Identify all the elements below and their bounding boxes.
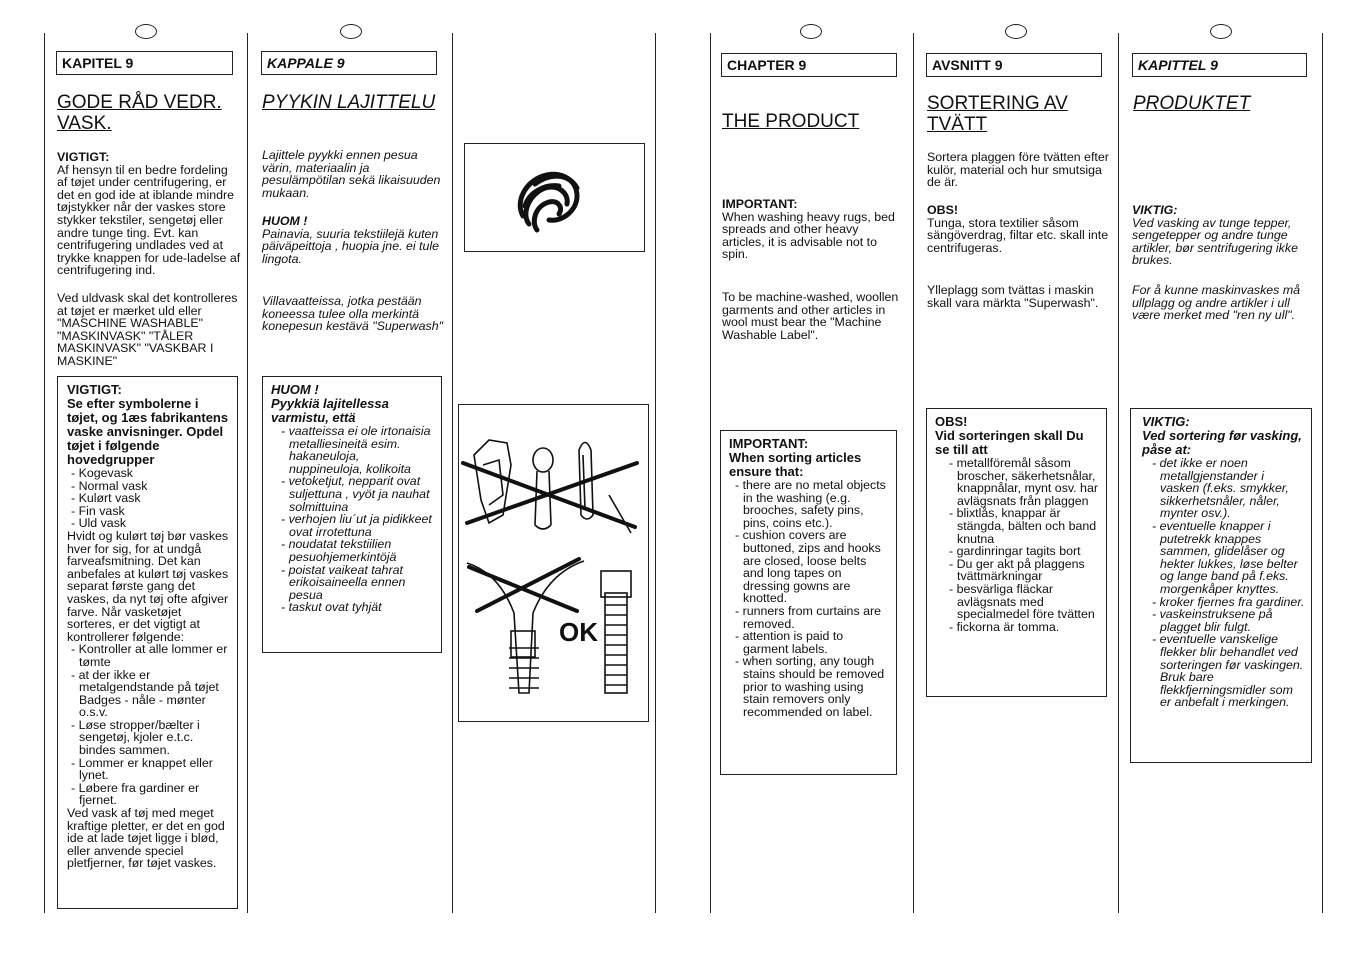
intro-text: Lajittele pyykki ennen pesua värin, materiaalin ja pesulämpötilan sekä likaisuuden mukaan. <box>262 148 441 200</box>
list-item: - besvärliga fläckar avlägsnats med specialmedel före tvätten <box>949 583 1100 621</box>
list-item: - attention is paid to garment labels. <box>735 630 890 655</box>
list-item: - vetoketjut, nepparit ovat suljettuna , vyöt ja nauhat solmittuina <box>281 475 435 513</box>
column-divider <box>452 33 453 913</box>
column-divider <box>913 33 914 913</box>
obs-note <box>927 204 1109 254</box>
wool-note: Ved uldvask skal det kontrolleres at tøjet er mærket uld eller "MASCHINE WASHABLE" "MASKINVASK" "TÅLER MASKINVASK" "VASKBAR I MASKINE" <box>57 291 238 368</box>
column-divider <box>44 33 45 913</box>
column-divider <box>247 33 248 913</box>
box-subheading: Vid sorteringen skall Du se till att <box>935 428 1084 457</box>
chapter-heading: KAPITTEL 9 <box>1132 53 1307 77</box>
sorting-box <box>720 430 897 775</box>
sorting-box <box>57 376 238 909</box>
section-title: THE PRODUCT <box>722 111 860 132</box>
list-item: - Fin vask <box>71 505 231 518</box>
wash-groups <box>67 467 231 530</box>
column-divider <box>1322 33 1323 913</box>
section-title: GODE RÅD VEDR. VASK. <box>57 92 222 134</box>
obs-label: OBS! <box>927 203 958 217</box>
list-item: - Du ger akt på plaggens tvättmärkningar <box>949 558 1100 583</box>
list-item: - fickorna är tomma. <box>949 621 1100 634</box>
list-item: - eventuelle vanskelige flekker blir behandlet ved sorteringen før vaskingen. Bruk bare flekkfjerningsmidler som er anbefalt i merkingen. <box>1152 633 1305 709</box>
list-item: - eventuelle knapper i putetrekk knappes sammen, glidelåser og hekter lukkes, løse belter og lange band på f.eks. morgenkåper knyttes. <box>1152 520 1305 596</box>
list-item: - taskut ovat tyhjät <box>281 601 435 614</box>
box-heading: VIGTIGT: <box>67 382 122 397</box>
important-note <box>57 151 241 277</box>
list-item: - blixtlås, knappar är stängda, bälten och band knutna <box>949 507 1100 545</box>
language-flag-circle <box>340 24 362 39</box>
ok-label: OK <box>559 617 598 647</box>
list-item: - Uld vask <box>71 517 231 530</box>
list-item: - cushion covers are buttoned, zips and hooks are closed, loose belts and long tapes on dressing gowns are knotted. <box>735 529 890 605</box>
check-list <box>271 425 435 614</box>
wool-note: For å kunne maskinvaskes må ullplagg og andre artikler i ull være merket med "ren ny ull". <box>1132 283 1301 323</box>
list-item: - verhojen liu´ut ja pidikkeet ovat irrotettuna <box>281 513 435 538</box>
list-item: - when sorting, any tough stains should be removed prior to washing using stain removers only recommended on label. <box>735 655 890 718</box>
no-metal-objects-illustration <box>459 405 650 555</box>
box-heading: IMPORTANT: <box>729 436 809 451</box>
wool-symbol-frame <box>464 143 645 252</box>
list-item: - Normal vask <box>71 480 231 493</box>
language-flag-circle <box>1210 24 1232 39</box>
viktig-note <box>1132 204 1314 267</box>
language-flag-circle <box>1005 24 1027 39</box>
section-title: SORTERING AV TVÄTT <box>927 93 1068 135</box>
list-item: - gardinringar tagits bort <box>949 545 1100 558</box>
intro-text: Sortera plaggen före tvätten efter kulör, material och hur smutsiga de är. <box>927 150 1109 190</box>
list-item: - noudatat tekstiilien pesuohjemerkintöjä <box>281 538 435 563</box>
list-item: - det ikke er noen metallgjenstander i vasken (f.eks. smykker, sikkerhetsnåler, nåler, mynter osv.). <box>1152 457 1305 520</box>
chapter-heading: CHAPTER 9 <box>721 53 897 77</box>
list-item: - at der ikke er metalgendstande på tøjet Badges - nåle - mønter o.s.v. <box>71 669 231 719</box>
important-label: VIGTIGT: <box>57 150 110 164</box>
chapter-heading: KAPITEL 9 <box>56 51 233 75</box>
huom-label: HUOM ! <box>262 214 308 228</box>
sorting-box <box>1130 408 1312 763</box>
column-divider <box>1118 33 1119 913</box>
box-subheading: Pyykkiä lajitellessa varmistu, että <box>271 396 389 425</box>
section-title: PRODUKTET <box>1133 93 1251 114</box>
box-subheading: When sorting articles ensure that: <box>729 450 862 479</box>
wool-note: Villavaatteissa, jotka pestään koneessa tulee olla merkintä konepesun kestävä "Superwash" <box>262 294 444 334</box>
check-list <box>1142 457 1305 709</box>
list-item: - Løbere fra gardiner er fjernet. <box>71 782 231 807</box>
column-divider <box>710 33 711 913</box>
important-text: Af hensyn til en bedre fordeling af tøjet under centrifugering, er det en god ide at iblande mindre tøjstykker når der vaskes store stykker tekstiler, sengetøj eller andre tunge ting. Evt. kan centrifugering undlades ved at trykke knappen for ude-ladelse af centrifugering ind. <box>57 162 241 278</box>
list-item: - kroker fjernes fra gardiner. <box>1152 596 1305 609</box>
check-list <box>729 479 890 718</box>
wool-mark-icon <box>465 144 646 253</box>
sorting-box <box>926 408 1107 697</box>
list-item: - metallföremål såsom broscher, säkerhetsnålar, knappnålar, mynt osv. har avlägsnats från plaggen <box>949 457 1100 507</box>
list-item: - Løse stropper/bælter i sengetøj, kjoler e.t.c. bindes sammen. <box>71 719 231 757</box>
sorting-box <box>262 376 442 653</box>
check-list <box>67 643 231 807</box>
list-item: - Kulørt vask <box>71 492 231 505</box>
language-flag-circle <box>800 24 822 39</box>
box-paragraph: Ved vask af tøj med meget kraftige pletter, er det en god ide at lade tøjet ligge i blød, eller anvende speciel pletfjerner, før tøjet vaskes. <box>67 806 225 871</box>
list-item: - there are no metal objects in the washing (e.g. brooches, safety pins, pins, coins etc.). <box>735 479 890 529</box>
chapter-heading: KAPPALE 9 <box>261 51 437 75</box>
box-subheading: Se efter symbolerne i tøjet, og 1æs fabrikantens vaske anvisninger. Opdel tøjet i følgende hovedgrupper <box>67 396 229 467</box>
wool-note: Ylleplagg som tvättas i maskin skall vara märkta "Superwash". <box>927 283 1099 310</box>
viktig-label: VIKTIG: <box>1132 203 1178 217</box>
chapter-heading: AVSNITT 9 <box>926 53 1102 77</box>
important-label: IMPORTANT: <box>722 197 798 211</box>
sorting-illustration-frame <box>458 404 649 722</box>
obs-text: Tunga, stora textilier såsom sängöverdrag, filtar etc. skall inte centrifugeras. <box>927 215 1109 255</box>
important-note <box>722 198 902 261</box>
viktig-text: Ved vasking av tunge tepper, sengetepper og andre tunge artikler, bør sentrifugering ikke brukes. <box>1132 215 1298 268</box>
list-item: - Lommer er knappet eller lynet. <box>71 757 231 782</box>
huom-note <box>262 215 444 265</box>
important-text: When washing heavy rugs, bed spreads and other heavy articles, it is advisable not to spin. <box>722 209 895 262</box>
column-divider <box>655 33 656 913</box>
box-paragraph: Hvidt og kulørt tøj bør vaskes hver for sig, for at undgå farveafsmitning. Det kan anbefales at kulørt tøj vaskes separat første gang det vaskes, da nyt tøj ofte afgiver farve. Når vasketøjet sorteres, er det vigtigt at kontrollerer følgende: <box>67 528 229 644</box>
list-item: - runners from curtains are removed. <box>735 605 890 630</box>
wool-note: To be machine-washed, woollen garments and other articles in wool must bear the "Machine Washable Label". <box>722 290 899 342</box>
list-item: - vaatteissa ei ole irtonaisia metalliesineitä esim. hakaneuloja, nuppineuloja, kolikoita <box>281 425 435 475</box>
list-item: - vaskeinstruksene på plagget blir fulgt. <box>1152 608 1305 633</box>
section-title: PYYKIN LAJITTELU <box>262 92 436 113</box>
box-heading: VIKTIG: <box>1142 414 1190 429</box>
list-item: - poistat vaikeat tahrat erikoisaineella ennen pesua <box>281 564 435 602</box>
list-item: - Kogevask <box>71 467 231 480</box>
list-item: - Kontroller at alle lommer er tømte <box>71 643 231 668</box>
zipper-illustration <box>459 553 650 721</box>
huom-text: Painavia, suuria tekstiilejä kuten päiväpeittoja , huopia jne. ei tule lingota. <box>262 226 440 266</box>
box-heading: OBS! <box>935 414 968 429</box>
box-subheading: Ved sortering før vasking, påse at: <box>1142 428 1302 457</box>
check-list <box>935 457 1100 633</box>
box-heading: HUOM ! <box>271 382 319 397</box>
language-flag-circle <box>135 24 157 39</box>
